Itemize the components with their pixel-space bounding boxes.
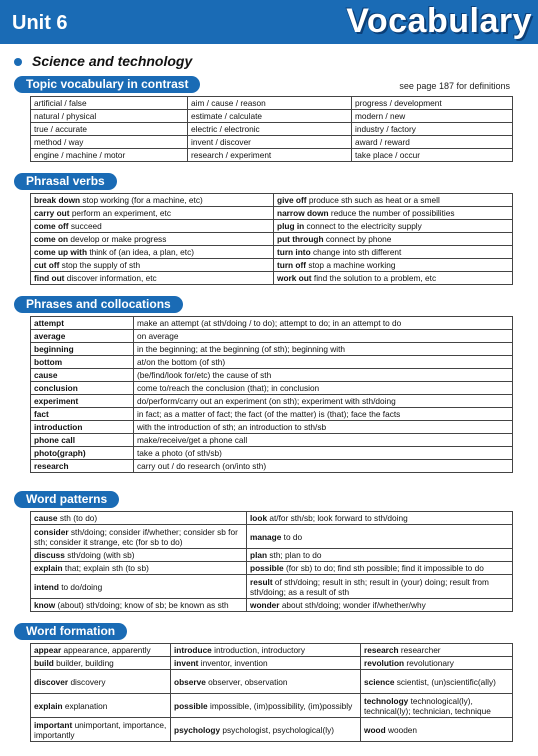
table-cell: in the beginning; at the beginning (of sth); beginning with (134, 343, 513, 356)
table-row (31, 599, 513, 612)
phrasal-verbs-table (30, 193, 513, 285)
definition-text: sth; plan to do (267, 550, 322, 560)
definition-text: stop working (for a machine, etc) (80, 195, 203, 205)
headword: possible (250, 563, 284, 573)
table-row (31, 421, 513, 434)
definition-text: (about) sth/doing; know of sb; be known as sth (55, 600, 229, 610)
headword: break down (34, 195, 81, 205)
headword: possible (174, 700, 208, 711)
table-cell: progress / development (352, 97, 513, 110)
table-cell (31, 259, 274, 272)
table-row (31, 512, 513, 525)
table-row (31, 330, 513, 343)
table-cell: make an attempt (at sth/doing / to do); attempt to do; in an attempt to do (134, 317, 513, 330)
table-cell (171, 694, 361, 718)
definition-text: find the solution to a problem, etc (311, 273, 437, 283)
table-row (31, 194, 513, 207)
table-row (31, 343, 513, 356)
headword: discover (34, 676, 69, 687)
definition-text: to do/doing (58, 581, 103, 592)
table-cell: engine / machine / motor (31, 149, 188, 162)
table-row (31, 233, 513, 246)
table-cell: invent / discover (188, 136, 352, 149)
definition-text: introduction, introductory (211, 645, 305, 655)
table-row (31, 670, 513, 694)
headword: appear (34, 645, 62, 655)
table-cell: award / reward (352, 136, 513, 149)
table-row (31, 657, 513, 670)
table-cell (247, 575, 513, 599)
table-row (31, 246, 513, 259)
table-cell: take a photo (of sth/sb) (134, 447, 513, 460)
headword: consider (34, 526, 69, 537)
headword-cell: attempt (31, 317, 134, 330)
unit-label: Unit 6 (12, 12, 68, 34)
word-patterns-table (30, 511, 513, 612)
headword: important (34, 719, 73, 730)
table-row (31, 97, 513, 110)
definition-text: connect to the electricity supply (304, 221, 422, 231)
bullet-dot-icon (14, 58, 22, 66)
headword: explain (34, 563, 63, 573)
headword: turn into (277, 247, 311, 257)
definition-text: inventor, invention (198, 658, 268, 668)
table-cell: true / accurate (31, 123, 188, 136)
headword: science (364, 676, 395, 687)
table-row (31, 207, 513, 220)
table-cell (247, 599, 513, 612)
headword: build (34, 658, 54, 668)
headword: observe (174, 676, 206, 687)
table-cell: estimate / calculate (188, 110, 352, 123)
table-cell: natural / physical (31, 110, 188, 123)
headword: give off (277, 195, 307, 205)
headword: result (250, 576, 273, 587)
headword: cut off (34, 260, 60, 270)
table-cell: do/perform/carry out an experiment (on sth); experiment with sth/doing (134, 395, 513, 408)
table-row (31, 123, 513, 136)
table-cell (171, 670, 361, 694)
headword-cell: fact (31, 408, 134, 421)
table-cell (361, 718, 513, 742)
definition-text: think of (an idea, a plan, etc) (87, 247, 195, 257)
headword-cell: experiment (31, 395, 134, 408)
table-row (31, 460, 513, 473)
table-cell: make/receive/get a phone call (134, 434, 513, 447)
headword: carry out (34, 208, 70, 218)
table-row (31, 369, 513, 382)
definition-text: develop or make progress (68, 234, 167, 244)
table-row (31, 259, 513, 272)
headword-cell: research (31, 460, 134, 473)
table-cell (31, 220, 274, 233)
headword-cell: conclusion (31, 382, 134, 395)
table-cell: in fact; as a matter of fact; the fact (of the matter) is (that); face the facts (134, 408, 513, 421)
table-row (31, 356, 513, 369)
table-cell: research / experiment (188, 149, 352, 162)
table-cell: artificial / false (31, 97, 188, 110)
table-row (31, 395, 513, 408)
headword-cell: bottom (31, 356, 134, 369)
table-cell (171, 657, 361, 670)
table-cell (31, 207, 274, 220)
definition-text: explanation (62, 700, 108, 711)
definition-text: impossible, (im)possibility, (im)possibly (207, 700, 353, 711)
table-row (31, 549, 513, 562)
table-cell: (be/find/look for/etc) the cause of sth (134, 369, 513, 382)
headword: plug in (277, 221, 305, 231)
table-cell (274, 194, 513, 207)
definition-text: about sth/doing; wonder if/whether/why (279, 600, 426, 610)
heading-word-formation: Word formation (14, 623, 127, 640)
headword-cell: photo(graph) (31, 447, 134, 460)
table-row (31, 575, 513, 599)
table-cell (31, 718, 171, 742)
table-cell (361, 670, 513, 694)
headword: put through (277, 234, 324, 244)
headword: cause (34, 513, 58, 523)
headword: invent (174, 658, 199, 668)
table-cell (31, 512, 247, 525)
table-cell (274, 272, 513, 285)
table-cell (361, 694, 513, 718)
headword: look (250, 513, 268, 523)
definition-text: researcher (398, 645, 441, 655)
table-cell: with the introduction of sth; an introduction to sth/sb (134, 421, 513, 434)
table-cell (31, 670, 171, 694)
table-cell: electric / electronic (188, 123, 352, 136)
definition-text: (for sb) to do; find sth possible; find it impossible to do (283, 563, 484, 573)
table-cell (31, 599, 247, 612)
headword: intend (34, 581, 59, 592)
word-formation-table (30, 643, 513, 742)
table-cell: modern / new (352, 110, 513, 123)
definition-text: stop the supply of sth (59, 260, 141, 270)
table-cell (247, 512, 513, 525)
section-subtitle (14, 53, 192, 69)
table-row (31, 110, 513, 123)
table-cell (274, 220, 513, 233)
heading-word-patterns: Word patterns (14, 491, 119, 508)
definition-text: change into sth different (310, 247, 402, 257)
definition-text: sth/doing; consider if/whether; consider sb for sth; consider it strange, etc (for sb to do) (34, 526, 238, 547)
subtitle-text: Science and technology (32, 53, 193, 69)
headword: come off (34, 221, 69, 231)
definition-text: wooden (385, 724, 418, 735)
heading-phrasal-verbs: Phrasal verbs (14, 173, 117, 190)
table-cell (31, 194, 274, 207)
definition-text: stop a machine working (306, 260, 396, 270)
table-row (31, 434, 513, 447)
definition-text: discover information, etc (64, 273, 157, 283)
table-row (31, 382, 513, 395)
topic-vocabulary-table (30, 96, 513, 162)
table-cell (274, 233, 513, 246)
table-cell (171, 644, 361, 657)
table-cell (31, 272, 274, 285)
headword-cell: average (31, 330, 134, 343)
table-row (31, 562, 513, 575)
headword-cell: introduction (31, 421, 134, 434)
headword-cell: cause (31, 369, 134, 382)
definition-text: reduce the number of possibilities (328, 208, 455, 218)
table-cell (361, 644, 513, 657)
definition-text: connect by phone (323, 234, 392, 244)
headword: work out (277, 273, 312, 283)
table-cell: on average (134, 330, 513, 343)
headword-cell: beginning (31, 343, 134, 356)
table-cell (31, 246, 274, 259)
page-title: Vocabulary (346, 2, 532, 40)
definition-text: sth/doing (with sb) (64, 550, 135, 560)
headword: psychology (174, 724, 221, 735)
definition-text: discovery (68, 676, 106, 687)
definition-text: succeed (68, 221, 102, 231)
table-row (31, 718, 513, 742)
table-row (31, 694, 513, 718)
definition-text: technological(ly), technical(ly); technician, technique (364, 695, 491, 716)
definition-text: produce sth such as heat or a smell (306, 195, 440, 205)
table-cell (31, 657, 171, 670)
headword: discuss (34, 550, 65, 560)
table-cell: take place / occur (352, 149, 513, 162)
definition-text: observer, observation (205, 676, 288, 687)
definition-text: to do (281, 531, 303, 542)
table-row (31, 317, 513, 330)
headword: plan (250, 550, 268, 560)
headword: technology (364, 695, 409, 706)
table-cell (171, 718, 361, 742)
heading-phrases-collocations: Phrases and collocations (14, 296, 183, 313)
definition-text: sth (to do) (57, 513, 98, 523)
table-cell (31, 562, 247, 575)
headword: explain (34, 700, 63, 711)
table-cell (31, 694, 171, 718)
headword: come on (34, 234, 69, 244)
table-cell (31, 525, 247, 549)
definition-text: appearance, apparently (61, 645, 151, 655)
headword: revolution (364, 658, 405, 668)
headword: introduce (174, 645, 212, 655)
headword: manage (250, 531, 282, 542)
table-row (31, 525, 513, 549)
headword: research (364, 645, 399, 655)
table-cell (274, 246, 513, 259)
headword: find out (34, 273, 65, 283)
table-cell: at/on the bottom (of sth) (134, 356, 513, 369)
table-cell: come to/reach the conclusion (that); in conclusion (134, 382, 513, 395)
table-cell (31, 233, 274, 246)
table-cell: method / way (31, 136, 188, 149)
table-cell: aim / cause / reason (188, 97, 352, 110)
headword: turn off (277, 260, 307, 270)
headword: come up with (34, 247, 88, 257)
table-row (31, 644, 513, 657)
table-row (31, 408, 513, 421)
definition-text: builder, building (53, 658, 114, 668)
table-cell (247, 525, 513, 549)
table-cell (31, 644, 171, 657)
table-row (31, 272, 513, 285)
headword-cell: phone call (31, 434, 134, 447)
table-row (31, 136, 513, 149)
definition-text: revolutionary (404, 658, 454, 668)
table-cell: carry out / do research (on/into sth) (134, 460, 513, 473)
table-row (31, 220, 513, 233)
headword: know (34, 600, 56, 610)
unit-header-bar (0, 0, 538, 44)
heading-topic-vocabulary: Topic vocabulary in contrast (14, 76, 200, 93)
table-cell (361, 657, 513, 670)
table-row (31, 149, 513, 162)
table-cell (274, 207, 513, 220)
definition-text: psychologist, psychological(ly) (220, 724, 335, 735)
headword: wonder (250, 600, 280, 610)
headword: wood (364, 724, 386, 735)
table-cell (274, 259, 513, 272)
definition-text: of sth/doing; result in sth; result in (your) doing; result from sth/doing; as a result of sth (250, 576, 489, 597)
definition-text: that; explain sth (to sb) (62, 563, 149, 573)
definition-text: scientist, (un)scientific(ally) (394, 676, 496, 687)
table-cell: industry / factory (352, 123, 513, 136)
table-row (31, 447, 513, 460)
table-cell (31, 575, 247, 599)
table-cell (247, 549, 513, 562)
headword: narrow down (277, 208, 329, 218)
definition-text: perform an experiment, etc (69, 208, 171, 218)
see-page-note: see page 187 for definitions (399, 81, 510, 91)
table-cell (247, 562, 513, 575)
phrases-collocations-table (30, 316, 513, 473)
definition-text: unimportant, importance, importantly (34, 719, 167, 740)
table-cell (31, 549, 247, 562)
definition-text: at/for sth/sb; look forward to sth/doing (267, 513, 408, 523)
